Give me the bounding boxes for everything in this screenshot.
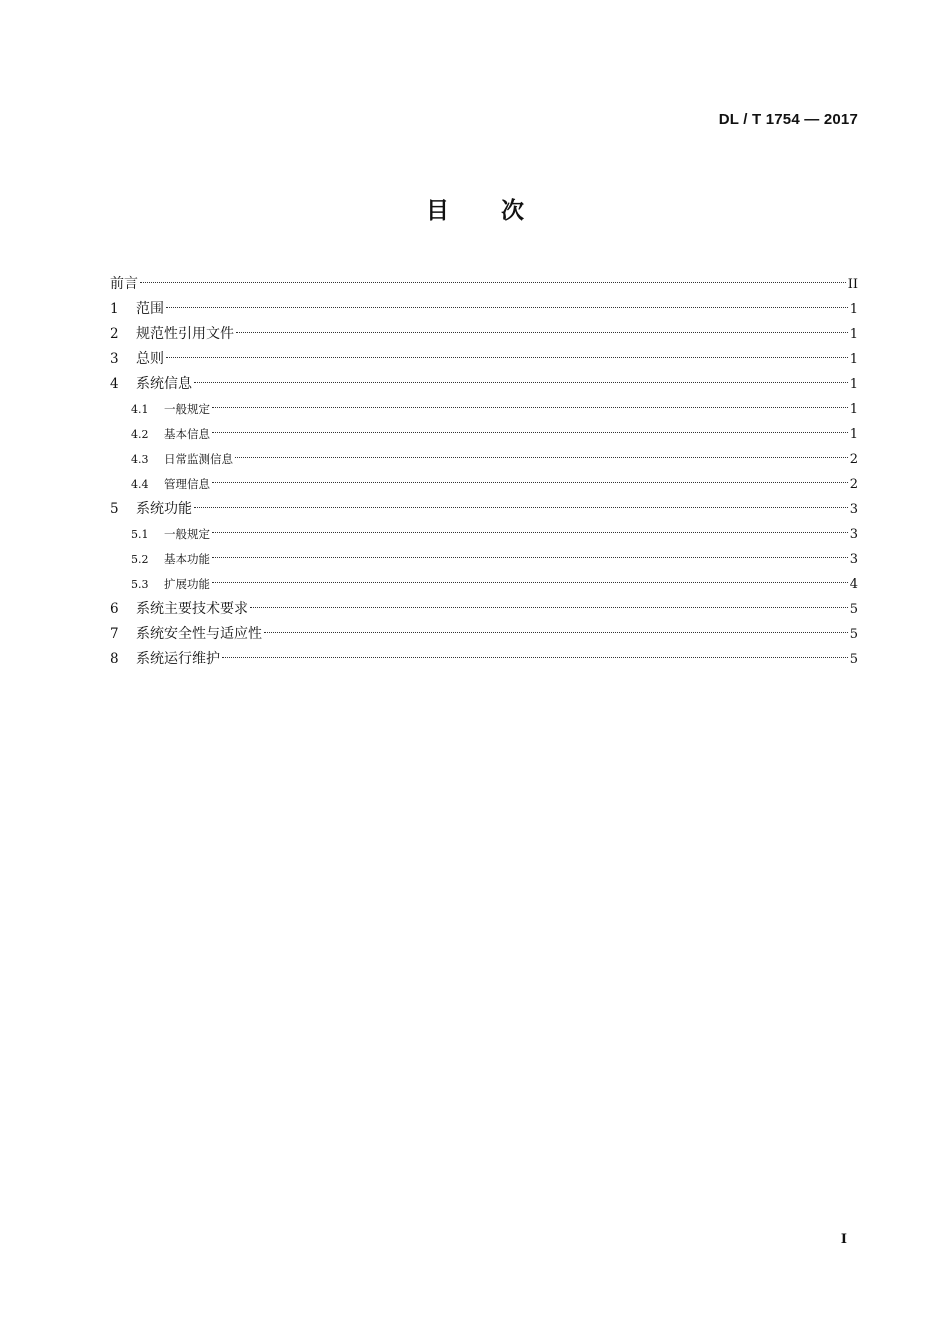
leader-dots (212, 482, 848, 483)
toc-entry-label: 系统安全性与适应性 (136, 626, 262, 642)
toc-entry[interactable] (110, 297, 858, 322)
toc-entry-label: 日常监测信息 (164, 452, 233, 466)
toc-entry-page: 1 (849, 352, 858, 367)
toc-entry-page: 3 (849, 502, 858, 517)
toc-subentry[interactable] (110, 447, 858, 472)
leader-dots (166, 307, 848, 308)
toc-entry[interactable] (110, 497, 858, 522)
toc-entry-page: 2 (849, 452, 858, 467)
toc-subentry[interactable] (110, 547, 858, 572)
toc-entry[interactable] (110, 647, 858, 672)
leader-dots (140, 282, 846, 283)
toc-entry-number: 4.4 (131, 478, 149, 491)
table-of-contents (110, 272, 858, 672)
toc-entry-number: 5.1 (131, 528, 149, 541)
title-char-2: 次 (501, 198, 524, 224)
toc-entry-label: 扩展功能 (164, 577, 210, 591)
title-char-1: 目 (426, 198, 449, 224)
page-title (0, 192, 950, 225)
toc-entry[interactable] (110, 272, 858, 297)
toc-entry-label: 系统信息 (136, 376, 192, 392)
leader-dots (194, 507, 848, 508)
toc-entry-number: 5 (110, 501, 119, 517)
toc-entry-number: 6 (110, 601, 119, 617)
toc-entry-page: 5 (849, 627, 858, 642)
toc-entry-label: 一般规定 (164, 402, 210, 416)
toc-subentry[interactable] (110, 572, 858, 597)
toc-entry-number: 4 (110, 376, 119, 392)
leader-dots (264, 632, 848, 633)
leader-dots (194, 382, 848, 383)
toc-entry-page: 3 (849, 552, 858, 567)
standard-code: DL / T 1754 — 2017 (718, 111, 858, 128)
leader-dots (166, 357, 848, 358)
page-number: I (840, 1232, 847, 1247)
toc-entry-label: 范围 (136, 301, 164, 317)
toc-subentry[interactable] (110, 522, 858, 547)
toc-entry-label: 系统功能 (136, 501, 192, 517)
toc-entry-label: 管理信息 (164, 477, 210, 491)
toc-entry-label: 基本信息 (164, 427, 210, 441)
toc-entry-number: 7 (110, 626, 119, 642)
toc-entry-number: 5.2 (131, 553, 149, 566)
toc-entry-number: 4.1 (131, 403, 149, 416)
toc-entry-page: 1 (849, 302, 858, 317)
toc-subentry[interactable] (110, 422, 858, 447)
toc-entry-number: 5.3 (131, 578, 149, 591)
leader-dots (212, 557, 848, 558)
toc-entry-page: 1 (849, 327, 858, 342)
toc-entry-label: 总则 (136, 351, 164, 367)
leader-dots (222, 657, 848, 658)
toc-entry[interactable] (110, 372, 858, 397)
toc-entry-number: 1 (110, 301, 119, 317)
toc-entry-page: 2 (849, 477, 858, 492)
leader-dots (235, 457, 848, 458)
toc-entry[interactable] (110, 622, 858, 647)
toc-entry-page: 3 (849, 527, 858, 542)
toc-entry-label: 基本功能 (164, 552, 210, 566)
leader-dots (236, 332, 848, 333)
leader-dots (212, 582, 848, 583)
toc-entry-label: 系统运行维护 (136, 651, 220, 667)
toc-entry-label: 一般规定 (164, 527, 210, 541)
toc-entry-page: 4 (849, 577, 858, 592)
leader-dots (212, 532, 848, 533)
leader-dots (250, 607, 848, 608)
toc-entry-number: 2 (110, 326, 119, 342)
toc-entry-label: 系统主要技术要求 (136, 601, 248, 617)
toc-entry-number: 4.3 (131, 453, 149, 466)
toc-entry[interactable] (110, 322, 858, 347)
toc-entry-label: 前言 (110, 276, 138, 292)
toc-entry-label: 规范性引用文件 (136, 326, 234, 342)
toc-entry-page: 5 (849, 602, 858, 617)
toc-entry-number: 3 (110, 351, 119, 367)
toc-entry[interactable] (110, 597, 858, 622)
toc-entry-page: 1 (849, 377, 858, 392)
toc-entry[interactable] (110, 347, 858, 372)
toc-entry-page: 1 (849, 402, 858, 417)
toc-subentry[interactable] (110, 397, 858, 422)
toc-entry-page: 5 (849, 652, 858, 667)
toc-entry-page: 1 (849, 427, 858, 442)
toc-entry-number: 8 (110, 651, 119, 667)
leader-dots (212, 407, 848, 408)
toc-subentry[interactable] (110, 472, 858, 497)
leader-dots (212, 432, 848, 433)
toc-entry-page: II (847, 277, 858, 292)
toc-entry-number: 4.2 (131, 428, 149, 441)
